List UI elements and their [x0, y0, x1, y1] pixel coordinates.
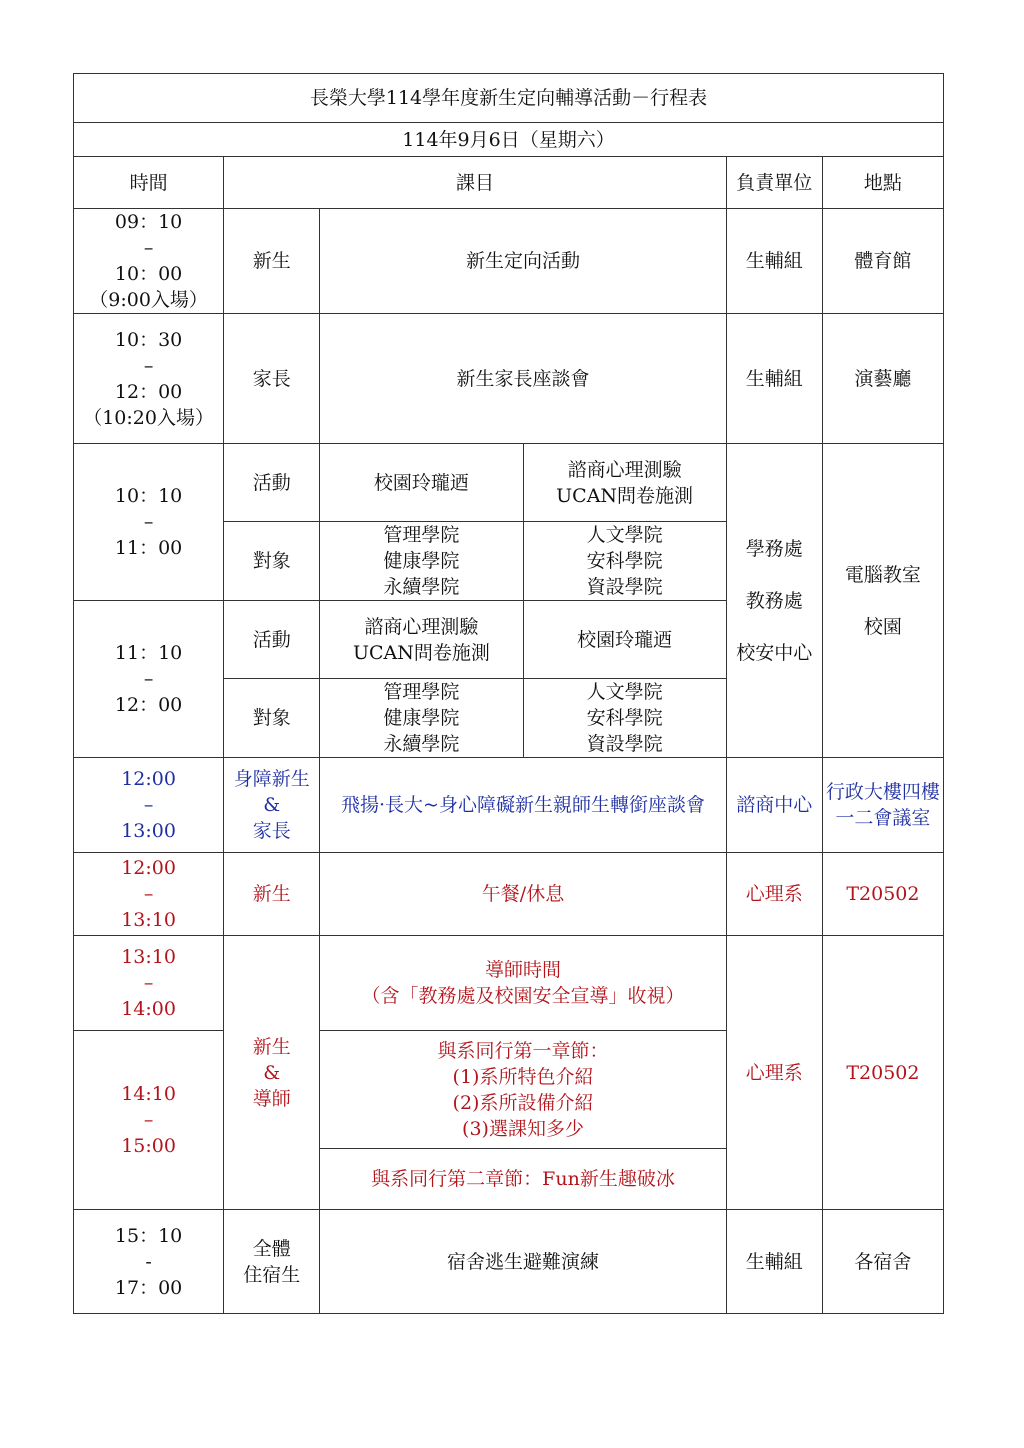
last-time: 15：10 - 17：00 — [74, 1210, 224, 1314]
schedule-table — [73, 73, 944, 1314]
blue-subject: 飛揚·長大~身心障礙新生親師生轉銜座談會 — [320, 758, 726, 853]
block-label-activity: 活動 — [224, 444, 320, 522]
block-activity-a2: 諮商心理測驗 UCAN問卷施測 — [523, 444, 726, 522]
block-colleges-b1: 管理學院 健康學院 永續學院 — [320, 679, 523, 758]
blue-time: 12:00 – 13:00 — [74, 758, 224, 853]
header-unit: 負責單位 — [726, 157, 822, 209]
tutor-target: 新生 & 導師 — [224, 936, 320, 1210]
blue-target: 身障新生 & 家長 — [224, 758, 320, 853]
schedule-date: 114年9月6日（星期六） — [74, 123, 944, 157]
last-target: 全體 住宿生 — [224, 1210, 320, 1314]
row2-subject: 新生家長座談會 — [320, 314, 726, 444]
lunch-target: 新生 — [224, 853, 320, 936]
header-place: 地點 — [822, 157, 943, 209]
row1-time: 09：10 – 10：00 （9:00入場） — [74, 209, 224, 314]
block-colleges-a1: 管理學院 健康學院 永續學院 — [320, 522, 523, 601]
table-title: 長榮大學114學年度新生定向輔導活動－行程表 — [74, 74, 944, 123]
tutor-time-b: 14:10 – 15:00 — [74, 1031, 224, 1210]
last-place: 各宿舍 — [822, 1210, 943, 1314]
block-place: 電腦教室 校園 — [822, 444, 943, 758]
lunch-place: T20502 — [822, 853, 943, 936]
block-label-target-b: 對象 — [224, 679, 320, 758]
block-time-a: 10：10 – 11：00 — [74, 444, 224, 601]
tutor-place: T20502 — [822, 936, 943, 1210]
header-subject: 課目 — [224, 157, 727, 209]
tutor-subject-a: 導師時間 （含「教務處及校園安全宣導」收視） — [320, 936, 726, 1031]
row2-target: 家長 — [224, 314, 320, 444]
block-label-target: 對象 — [224, 522, 320, 601]
row1-place: 體育館 — [822, 209, 943, 314]
row2-time: 10：30 – 12：00 （10:20入場） — [74, 314, 224, 444]
tutor-subject-c: 與系同行第二章節：Fun新生趣破冰 — [320, 1149, 726, 1210]
tutor-unit: 心理系 — [726, 936, 822, 1210]
block-unit: 學務處 教務處 校安中心 — [726, 444, 822, 758]
tutor-subject-b: 與系同行第一章節： (1)系所特色介紹 (2)系所設備介紹 (3)選課知多少 — [320, 1031, 726, 1149]
block-activity-b2: 校園玲瓏迺 — [523, 601, 726, 679]
lunch-subject: 午餐/休息 — [320, 853, 726, 936]
header-time: 時間 — [74, 157, 224, 209]
row1-subject: 新生定向活動 — [320, 209, 726, 314]
block-activity-b1: 諮商心理測驗 UCAN問卷施測 — [320, 601, 523, 679]
row2-place: 演藝廳 — [822, 314, 943, 444]
block-activity-a1: 校園玲瓏迺 — [320, 444, 523, 522]
tutor-time-a: 13:10 – 14:00 — [74, 936, 224, 1031]
block-label-activity-b: 活動 — [224, 601, 320, 679]
row1-unit: 生輔組 — [726, 209, 822, 314]
block-colleges-b2: 人文學院 安科學院 資設學院 — [523, 679, 726, 758]
row1-target: 新生 — [224, 209, 320, 314]
last-unit: 生輔組 — [726, 1210, 822, 1314]
block-colleges-a2: 人文學院 安科學院 資設學院 — [523, 522, 726, 601]
row2-unit: 生輔組 — [726, 314, 822, 444]
lunch-unit: 心理系 — [726, 853, 822, 936]
blue-place: 行政大樓四樓一二會議室 — [822, 758, 943, 853]
lunch-time: 12:00 – 13:10 — [74, 853, 224, 936]
blue-unit: 諮商中心 — [726, 758, 822, 853]
last-subject: 宿舍逃生避難演練 — [320, 1210, 726, 1314]
block-time-b: 11：10 – 12：00 — [74, 601, 224, 758]
